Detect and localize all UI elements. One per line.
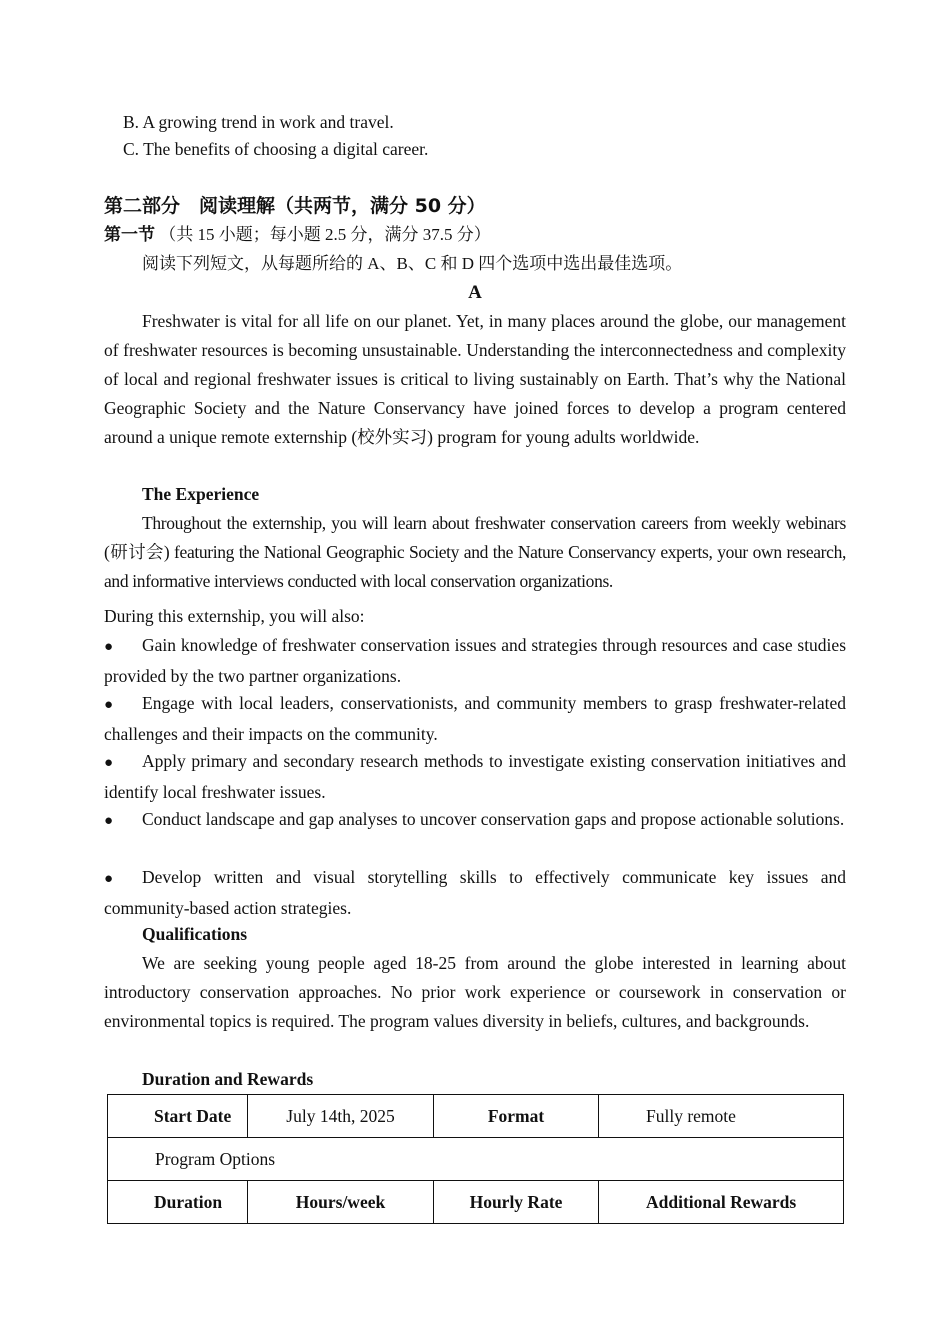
format-label: Format <box>434 1095 599 1138</box>
list-item <box>104 747 846 807</box>
section-title: 第二部分 阅读理解（共两节，满分 50 分） <box>104 195 486 217</box>
table-row <box>108 1095 844 1138</box>
intro-paragraph: Freshwater is vital for all life on our planet. Yet, in many places around the globe, our management of freshwater resources is becoming unsustainable. Understanding the interconnectedness and complexity of local and regional freshwater issues is critical to living sustainably on Earth. That’s why the National Geographic Society and the Nature Conservancy have joined forces to develop a program centered around a unique remote externship (校外实习) program for young adults worldwide. <box>104 311 846 447</box>
table-row <box>108 1138 844 1181</box>
rewards-table <box>107 1094 844 1224</box>
during-text: During this externship, you will also: <box>104 606 365 626</box>
bullet-text: Develop written and visual storytelling skills to effectively communicate key issues and community-based action strategies. <box>104 867 846 918</box>
format-value: Fully remote <box>599 1095 844 1138</box>
experience-paragraph: Throughout the externship, you will learn about freshwater conservation careers from weekly webinars (研讨会) featuring the National Geographic Society and the Nature Conservancy experts, your own research, and informative interviews conducted with local conservation organizations. <box>104 513 846 591</box>
passage-letter: A <box>468 282 482 303</box>
subsection-note: （共 15 小题；每小题 2.5 分，满分 37.5 分） <box>159 225 491 244</box>
col-header-rate: Hourly Rate <box>434 1181 599 1224</box>
bullet-icon: ● <box>104 813 114 829</box>
col-header-rewards: Additional Rewards <box>599 1181 844 1224</box>
start-date-value: July 14th, 2025 <box>248 1095 434 1138</box>
list-item <box>104 863 846 923</box>
bullet-icon: ● <box>104 755 114 771</box>
list-item <box>104 631 846 691</box>
bullet-text: Engage with local leaders, conservationists, and community members to grasp freshwater-related challenges and their impacts on the community. <box>104 693 846 744</box>
option-c: C. The benefits of choosing a digital career. <box>123 139 429 159</box>
bullet-icon: ● <box>104 697 114 713</box>
table-row <box>108 1181 844 1224</box>
list-item <box>104 805 846 836</box>
duration-heading: Duration and Rewards <box>142 1069 314 1089</box>
bullet-text: Gain knowledge of freshwater conservation issues and strategies through resources and case studies provided by the two partner organizations. <box>104 635 846 686</box>
col-header-hours: Hours/week <box>248 1181 434 1224</box>
subsection-heading <box>104 220 491 250</box>
subsection-label: 第一节 <box>104 225 155 245</box>
start-date-label: Start Date <box>108 1095 248 1138</box>
list-item <box>104 689 846 749</box>
option-b: B. A growing trend in work and travel. <box>123 112 394 132</box>
col-header-duration: Duration <box>108 1181 248 1224</box>
program-options-label: Program Options <box>108 1138 844 1181</box>
instruction: 阅读下列短文，从每题所给的 A、B、C 和 D 四个选项中选出最佳选项。 <box>142 254 683 273</box>
bullet-text: Conduct landscape and gap analyses to uncover conservation gaps and propose actionable solutions. <box>142 809 845 829</box>
bullet-text: Apply primary and secondary research methods to investigate existing conservation initiatives and identify local freshwater issues. <box>104 751 846 802</box>
qualifications-heading: Qualifications <box>142 924 248 944</box>
qualifications-paragraph: We are seeking young people aged 18-25 from around the globe interested in learning about introductory conservation approaches. No prior work experience or coursework in conservation or environmental topics is required. The program values diversity in beliefs, cultures, and backgrounds. <box>104 953 846 1031</box>
bullet-icon: ● <box>104 871 114 887</box>
bullet-icon: ● <box>104 639 114 655</box>
experience-heading: The Experience <box>142 484 260 504</box>
